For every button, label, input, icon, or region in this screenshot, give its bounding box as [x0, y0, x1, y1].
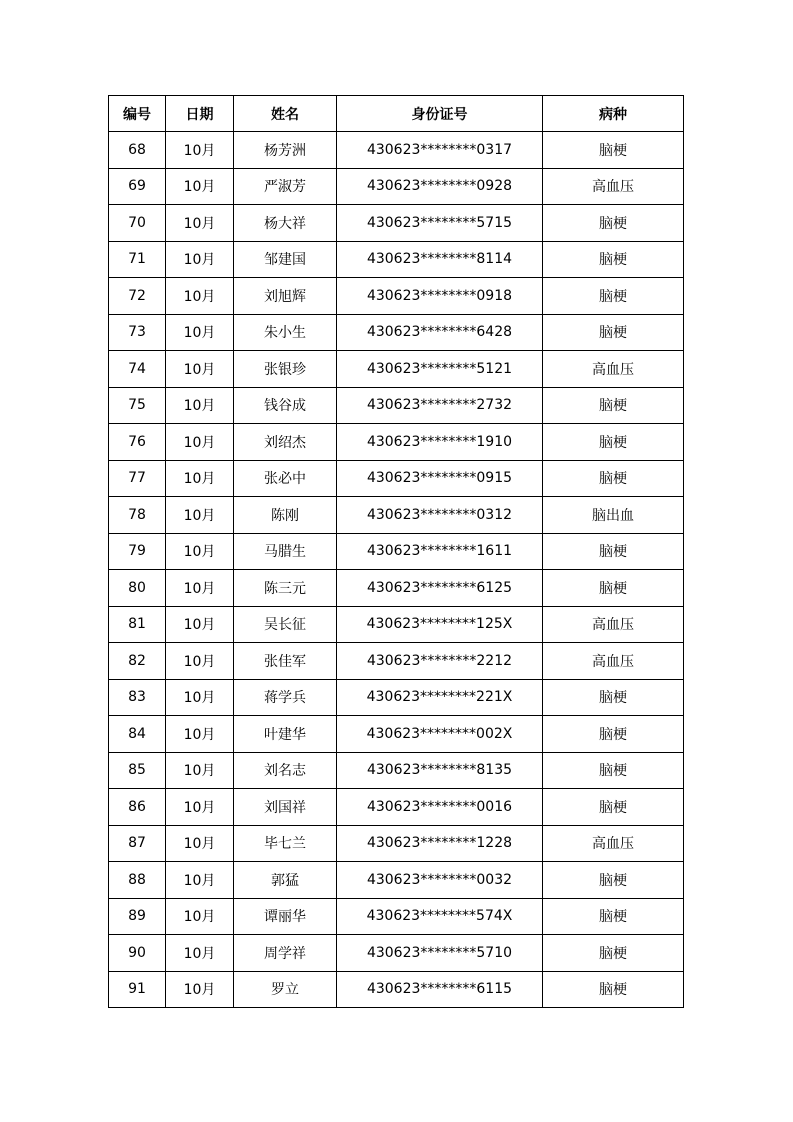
- header-row: [109, 96, 684, 132]
- table-row: [109, 351, 684, 388]
- cell-id-number: 430623********0016: [337, 789, 543, 826]
- cell-disease: 脑梗: [543, 424, 684, 461]
- cell-id: 87: [109, 825, 166, 862]
- cell-name: 陈刚: [234, 497, 337, 534]
- cell-disease: 脑梗: [543, 971, 684, 1008]
- cell-id-number: 430623********5121: [337, 351, 543, 388]
- header-disease: 病种: [543, 96, 684, 132]
- cell-id: 76: [109, 424, 166, 461]
- cell-disease: 脑梗: [543, 716, 684, 753]
- cell-name: 周学祥: [234, 935, 337, 972]
- cell-id-number: 430623********8114: [337, 241, 543, 278]
- cell-name: 严淑芳: [234, 168, 337, 205]
- table-row: [109, 643, 684, 680]
- table-row: [109, 387, 684, 424]
- table-row: [109, 278, 684, 315]
- cell-id-number: 430623********002X: [337, 716, 543, 753]
- cell-name: 刘绍杰: [234, 424, 337, 461]
- cell-id-number: 430623********0032: [337, 862, 543, 899]
- cell-name: 叶建华: [234, 716, 337, 753]
- table-row: [109, 716, 684, 753]
- cell-id: 84: [109, 716, 166, 753]
- cell-date: 10月: [166, 862, 234, 899]
- cell-date: 10月: [166, 241, 234, 278]
- cell-disease: 高血压: [543, 351, 684, 388]
- cell-id: 75: [109, 387, 166, 424]
- cell-id-number: 430623********0915: [337, 460, 543, 497]
- table-row: [109, 168, 684, 205]
- cell-id: 80: [109, 570, 166, 607]
- header-name: 姓名: [234, 96, 337, 132]
- cell-date: 10月: [166, 278, 234, 315]
- cell-disease: 脑梗: [543, 132, 684, 169]
- cell-date: 10月: [166, 132, 234, 169]
- cell-disease: 脑梗: [543, 533, 684, 570]
- cell-date: 10月: [166, 971, 234, 1008]
- cell-disease: 高血压: [543, 606, 684, 643]
- table-row: [109, 205, 684, 242]
- cell-name: 罗立: [234, 971, 337, 1008]
- cell-disease: 脑梗: [543, 679, 684, 716]
- table-row: [109, 241, 684, 278]
- cell-name: 张必中: [234, 460, 337, 497]
- cell-disease: 高血压: [543, 825, 684, 862]
- cell-disease: 脑梗: [543, 205, 684, 242]
- cell-date: 10月: [166, 533, 234, 570]
- table-row: [109, 679, 684, 716]
- cell-date: 10月: [166, 789, 234, 826]
- table-row: [109, 570, 684, 607]
- table-header: [109, 96, 684, 132]
- cell-name: 钱谷成: [234, 387, 337, 424]
- cell-id-number: 430623********0918: [337, 278, 543, 315]
- cell-id: 71: [109, 241, 166, 278]
- cell-id-number: 430623********0312: [337, 497, 543, 534]
- cell-id: 91: [109, 971, 166, 1008]
- cell-date: 10月: [166, 679, 234, 716]
- cell-name: 张佳军: [234, 643, 337, 680]
- cell-date: 10月: [166, 168, 234, 205]
- cell-name: 刘国祥: [234, 789, 337, 826]
- cell-id: 81: [109, 606, 166, 643]
- cell-id: 69: [109, 168, 166, 205]
- cell-id-number: 430623********1228: [337, 825, 543, 862]
- cell-name: 朱小生: [234, 314, 337, 351]
- cell-id-number: 430623********0317: [337, 132, 543, 169]
- cell-name: 郭猛: [234, 862, 337, 899]
- cell-id-number: 430623********1611: [337, 533, 543, 570]
- cell-id: 89: [109, 898, 166, 935]
- cell-date: 10月: [166, 460, 234, 497]
- table-row: [109, 424, 684, 461]
- table-row: [109, 533, 684, 570]
- cell-name: 陈三元: [234, 570, 337, 607]
- cell-name: 杨芳洲: [234, 132, 337, 169]
- cell-disease: 脑梗: [543, 278, 684, 315]
- cell-id: 74: [109, 351, 166, 388]
- cell-name: 邹建国: [234, 241, 337, 278]
- cell-disease: 脑梗: [543, 789, 684, 826]
- cell-disease: 脑梗: [543, 387, 684, 424]
- cell-date: 10月: [166, 606, 234, 643]
- cell-id-number: 430623********5715: [337, 205, 543, 242]
- cell-id-number: 430623********2732: [337, 387, 543, 424]
- cell-disease: 脑梗: [543, 570, 684, 607]
- cell-date: 10月: [166, 898, 234, 935]
- cell-id-number: 430623********574X: [337, 898, 543, 935]
- cell-id-number: 430623********1910: [337, 424, 543, 461]
- cell-date: 10月: [166, 570, 234, 607]
- cell-date: 10月: [166, 752, 234, 789]
- cell-id: 82: [109, 643, 166, 680]
- cell-id: 88: [109, 862, 166, 899]
- cell-disease: 高血压: [543, 643, 684, 680]
- cell-id: 68: [109, 132, 166, 169]
- cell-id-number: 430623********6428: [337, 314, 543, 351]
- table-row: [109, 606, 684, 643]
- cell-id: 73: [109, 314, 166, 351]
- cell-name: 张银珍: [234, 351, 337, 388]
- table-row: [109, 825, 684, 862]
- cell-id-number: 430623********5710: [337, 935, 543, 972]
- cell-disease: 脑梗: [543, 935, 684, 972]
- cell-disease: 脑梗: [543, 241, 684, 278]
- cell-id: 70: [109, 205, 166, 242]
- cell-name: 吴长征: [234, 606, 337, 643]
- cell-id-number: 430623********125X: [337, 606, 543, 643]
- cell-id-number: 430623********6125: [337, 570, 543, 607]
- table-row: [109, 132, 684, 169]
- cell-disease: 脑梗: [543, 862, 684, 899]
- cell-date: 10月: [166, 424, 234, 461]
- table-row: [109, 460, 684, 497]
- header-id-number: 身份证号: [337, 96, 543, 132]
- cell-id: 72: [109, 278, 166, 315]
- table-row: [109, 752, 684, 789]
- cell-name: 马腊生: [234, 533, 337, 570]
- cell-id-number: 430623********2212: [337, 643, 543, 680]
- cell-date: 10月: [166, 497, 234, 534]
- cell-id: 77: [109, 460, 166, 497]
- header-date: 日期: [166, 96, 234, 132]
- cell-id: 85: [109, 752, 166, 789]
- cell-id-number: 430623********6115: [337, 971, 543, 1008]
- table-body: [109, 132, 684, 1008]
- cell-name: 刘旭辉: [234, 278, 337, 315]
- cell-name: 杨大祥: [234, 205, 337, 242]
- cell-disease: 脑梗: [543, 752, 684, 789]
- cell-disease: 脑出血: [543, 497, 684, 534]
- cell-disease: 脑梗: [543, 460, 684, 497]
- cell-disease: 脑梗: [543, 314, 684, 351]
- cell-date: 10月: [166, 825, 234, 862]
- table-row: [109, 497, 684, 534]
- table-row: [109, 789, 684, 826]
- table-row: [109, 862, 684, 899]
- cell-disease: 高血压: [543, 168, 684, 205]
- cell-id-number: 430623********8135: [337, 752, 543, 789]
- cell-date: 10月: [166, 935, 234, 972]
- cell-id: 79: [109, 533, 166, 570]
- cell-date: 10月: [166, 351, 234, 388]
- cell-name: 蒋学兵: [234, 679, 337, 716]
- cell-id: 86: [109, 789, 166, 826]
- cell-date: 10月: [166, 314, 234, 351]
- table-row: [109, 898, 684, 935]
- cell-date: 10月: [166, 205, 234, 242]
- cell-id-number: 430623********221X: [337, 679, 543, 716]
- cell-disease: 脑梗: [543, 898, 684, 935]
- cell-name: 刘名志: [234, 752, 337, 789]
- cell-name: 毕七兰: [234, 825, 337, 862]
- table-row: [109, 935, 684, 972]
- table-row: [109, 971, 684, 1008]
- patient-table: [108, 95, 684, 1008]
- cell-date: 10月: [166, 716, 234, 753]
- cell-id: 83: [109, 679, 166, 716]
- cell-id: 78: [109, 497, 166, 534]
- cell-date: 10月: [166, 387, 234, 424]
- cell-name: 谭丽华: [234, 898, 337, 935]
- cell-id-number: 430623********0928: [337, 168, 543, 205]
- header-id: 编号: [109, 96, 166, 132]
- table-row: [109, 314, 684, 351]
- cell-id: 90: [109, 935, 166, 972]
- cell-date: 10月: [166, 643, 234, 680]
